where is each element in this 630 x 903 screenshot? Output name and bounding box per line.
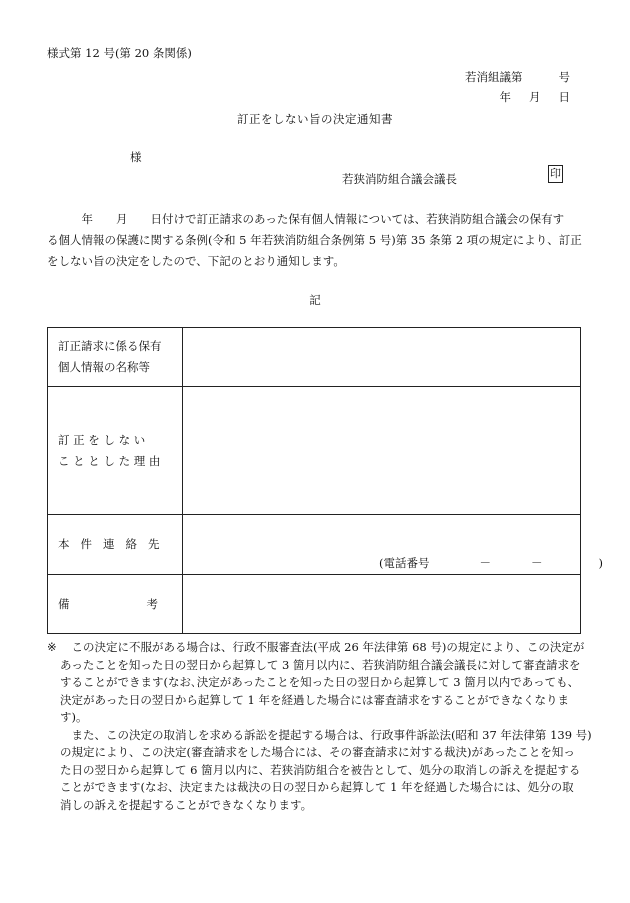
document-number-prefix: 若消組議第 (465, 70, 523, 84)
date-month: 月 (529, 90, 541, 104)
table-row (48, 515, 581, 575)
body-line: 年 月 日付けで訂正請求のあった保有個人情報については、若狭消防組合議会の保有す (47, 212, 565, 226)
seal-mark: 印 (548, 165, 563, 183)
note-line: ことができます(なお、決定または裁決の日の翌日から起算して 1 年を経過した場合には、処分の取 (60, 780, 574, 794)
phone-number-line (379, 555, 603, 571)
note-line: この決定に不服がある場合は、行政不服審査法(平成 26 年法律第 68 号)の規定により、この決定が (60, 640, 585, 654)
body-line: をしない旨の決定をしたので、下記のとおり通知します。 (47, 254, 345, 268)
note-line: の規定により、この決定(審査請求をした場合には、その審査請求に対する裁決)があったことを知っ (60, 745, 575, 759)
notes-section (47, 639, 592, 814)
date-day: 日 (558, 90, 570, 104)
info-name-label (48, 328, 183, 387)
addressee: 様 (130, 150, 142, 164)
table-row (48, 328, 581, 387)
form-number: 様式第 12 号(第 20 条関係) (47, 46, 192, 60)
remarks-label-b: 考 (146, 596, 158, 611)
note-line: す)。 (60, 710, 88, 724)
phone-close: ) (598, 556, 603, 570)
phone-dash: － (531, 556, 543, 570)
contact-label (48, 515, 183, 575)
table-row (48, 575, 581, 634)
body-paragraph (47, 209, 587, 272)
issue-date (500, 89, 571, 105)
info-name-field[interactable] (183, 328, 581, 387)
label-line: 訂正請求に係る保有 (58, 339, 162, 353)
contact-label-text: 本件連絡先 (58, 537, 171, 551)
label-line: 訂 正 を し な い (58, 432, 146, 447)
decision-form-table (47, 327, 603, 634)
note-line: た日の翌日から起算して 6 箇月以内に、若狭消防組合を被告として、処分の取消しの訴えを提起する (60, 762, 581, 777)
remarks-label (48, 575, 183, 634)
document-title: 訂正をしない旨の決定通知書 (237, 112, 393, 126)
ki-heading: 記 (309, 293, 321, 307)
phone-dash: － (479, 556, 491, 570)
document-number (465, 69, 570, 85)
date-year: 年 (499, 90, 511, 104)
label-line: 個人情報の名称等 (58, 360, 150, 374)
body-line: る個人情報の保護に関する条例(令和 5 年若狭消防組合条例第 5 号)第 35 条第 2 項の規定により、訂正 (47, 233, 582, 247)
table-row (48, 387, 581, 515)
sender-name: 若狭消防組合議会議長 (342, 172, 457, 186)
remarks-label-a: 備 (58, 596, 70, 611)
phone-label: (電話番号 (379, 556, 430, 570)
note-line: 消しの訴えを提起することができなくなります。 (60, 797, 313, 812)
document-number-suffix: 号 (558, 70, 570, 84)
reason-field[interactable] (183, 387, 581, 515)
note-line: あったことを知った日の翌日から起算して 3 箇月以内に、若狭消防組合議会議長に対して審査請求を (60, 657, 581, 672)
reason-label (48, 387, 183, 515)
note-mark: ※ (47, 640, 57, 654)
label-line: こ と と し た 理 由 (58, 453, 161, 468)
note-line: また、この決定の取消しを求める訴訟を提起する場合は、行政事件訴訟法(昭和 37 年法律第 139 号) (60, 727, 592, 742)
remarks-field[interactable] (183, 575, 581, 634)
note-line: することができます(なお､決定があったことを知った日の翌日から起算して 3 箇月以内であっても、 (60, 675, 580, 689)
contact-field[interactable] (183, 515, 603, 575)
note-line: 決定があった日の翌日から起算して 1 年を経過した場合には審査請求をすることができなくなりま (60, 692, 570, 707)
